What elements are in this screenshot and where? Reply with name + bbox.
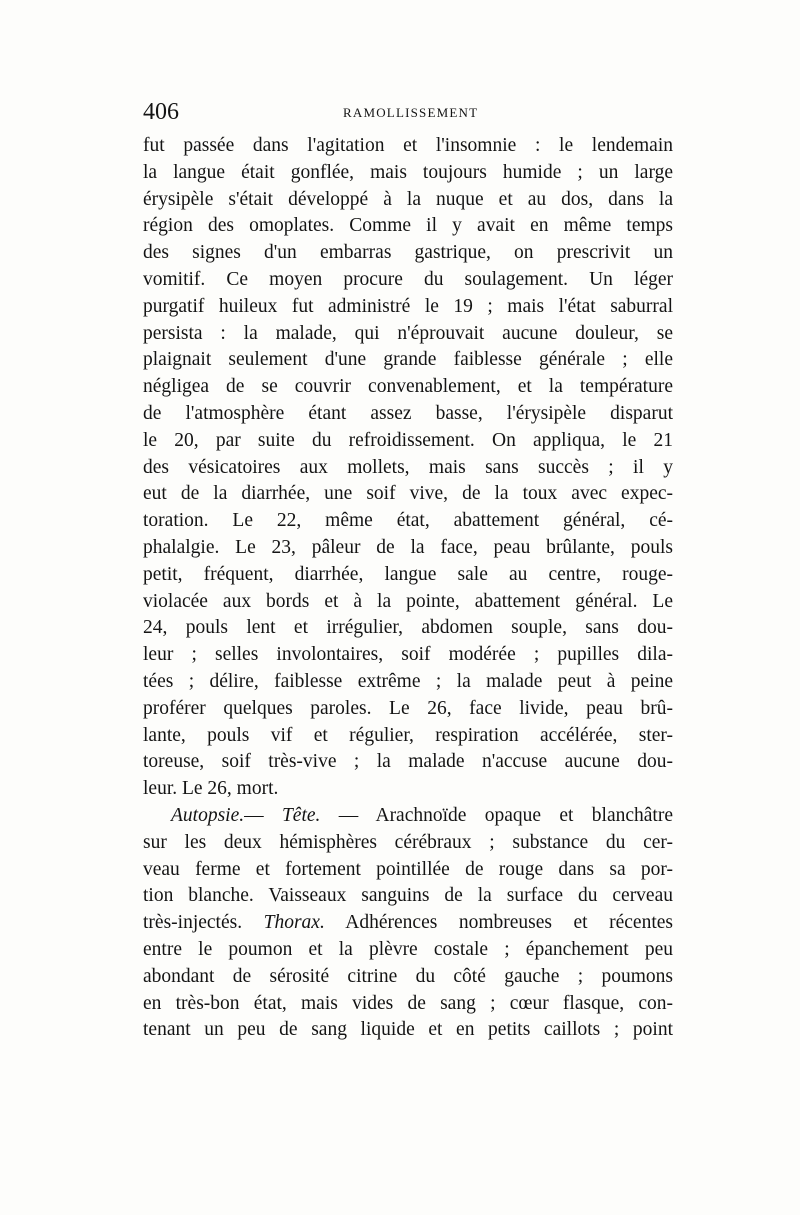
em-dash: — bbox=[244, 804, 264, 826]
text-line: des signes d'un embarras gastrique, on prescrivit un bbox=[143, 242, 673, 264]
thorax-line bbox=[143, 910, 673, 937]
thorax-label: Thorax. bbox=[263, 912, 325, 934]
text-line: proférer quelques paroles. Le 26, face livide, peau brû- bbox=[143, 697, 673, 719]
text-line: petit, fréquent, diarrhée, langue sale au centre, rouge- bbox=[143, 563, 673, 585]
text-line: leur ; selles involontaires, soif modérée ; pupilles dila- bbox=[143, 644, 673, 666]
text-line: tion blanche. Vaisseaux sanguins de la surface du cerveau bbox=[143, 885, 673, 907]
head-label: Tête. bbox=[281, 804, 321, 826]
text-line: tées ; délire, faiblesse extrême ; la malade peut à peine bbox=[143, 670, 673, 692]
em-dash: — bbox=[338, 804, 359, 826]
text-line: persista : la malade, qui n'éprouvait aucune douleur, se bbox=[143, 322, 673, 344]
text-line: phalalgie. Le 23, pâleur de la face, peau brûlante, pouls bbox=[143, 536, 673, 558]
text-line: abondant de sérosité citrine du côté gauche ; poumons bbox=[143, 965, 673, 987]
text-line: sur les deux hémisphères cérébraux ; substance du cer- bbox=[143, 831, 673, 853]
running-title: RAMOLLISSEMENT bbox=[343, 105, 479, 120]
text-line: le 20, par suite du refroidissement. On appliqua, le 21 bbox=[143, 429, 673, 451]
text-line: purgatif huileux fut administré le 19 ; mais l'état saburral bbox=[143, 295, 673, 317]
text-line: vomitif. Ce moyen procure du soulagement. Un léger bbox=[143, 268, 673, 290]
text-line: en très-bon état, mais vides de sang ; cœur flasque, con- bbox=[143, 992, 673, 1014]
text-line: toration. Le 22, même état, abattement général, cé- bbox=[143, 510, 673, 532]
text-line: négligea de se couvrir convenablement, et la température bbox=[143, 376, 673, 398]
running-head bbox=[143, 96, 673, 128]
page-number: 406 bbox=[143, 99, 179, 125]
text-line: eut de la diarrhée, une soif vive, de la toux avec expec- bbox=[143, 483, 673, 505]
text-line: érysipèle s'était développé à la nuque et au dos, dans la bbox=[143, 188, 673, 210]
text-line: entre le poumon et la plèvre costale ; épanchement peu bbox=[143, 938, 673, 960]
autopsy-first-line bbox=[143, 803, 673, 830]
text-line: fut passée dans l'agitation et l'insomnie : le lendemain bbox=[143, 135, 673, 156]
text-line: toreuse, soif très-vive ; la malade n'accuse aucune dou- bbox=[143, 751, 673, 773]
text-line: violacée aux bords et à la pointe, abattement général. Le bbox=[143, 590, 673, 612]
text-line: plaignait seulement d'une grande faiblesse générale ; elle bbox=[143, 349, 673, 371]
text-line: leur. Le 26, mort. bbox=[143, 778, 279, 800]
text-line: région des omoplates. Comme il y avait en même temps bbox=[143, 215, 673, 237]
body-text bbox=[143, 133, 673, 1044]
text-line: 24, pouls lent et irrégulier, abdomen souple, sans dou- bbox=[143, 617, 673, 639]
text-fragment: très-injectés. bbox=[143, 912, 243, 934]
text-line: de l'atmosphère étant assez basse, l'érysipèle disparut bbox=[143, 402, 673, 424]
text-fragment: Arachnoïde opaque et blanchâtre bbox=[375, 804, 673, 826]
autopsy-label: Autopsie. bbox=[171, 804, 245, 826]
text-line: des vésicatoires aux mollets, mais sans succès ; il y bbox=[143, 456, 673, 478]
text-line: lante, pouls vif et régulier, respiration accélérée, ster- bbox=[143, 724, 673, 746]
text-line: la langue était gonflée, mais toujours humide ; un large bbox=[143, 161, 673, 183]
text-line: veau ferme et fortement pointillée de rouge dans sa por- bbox=[143, 858, 673, 880]
text-fragment: Adhérences nombreuses et récentes bbox=[345, 912, 673, 934]
text-line: tenant un peu de sang liquide et en petits caillots ; point bbox=[143, 1019, 673, 1041]
